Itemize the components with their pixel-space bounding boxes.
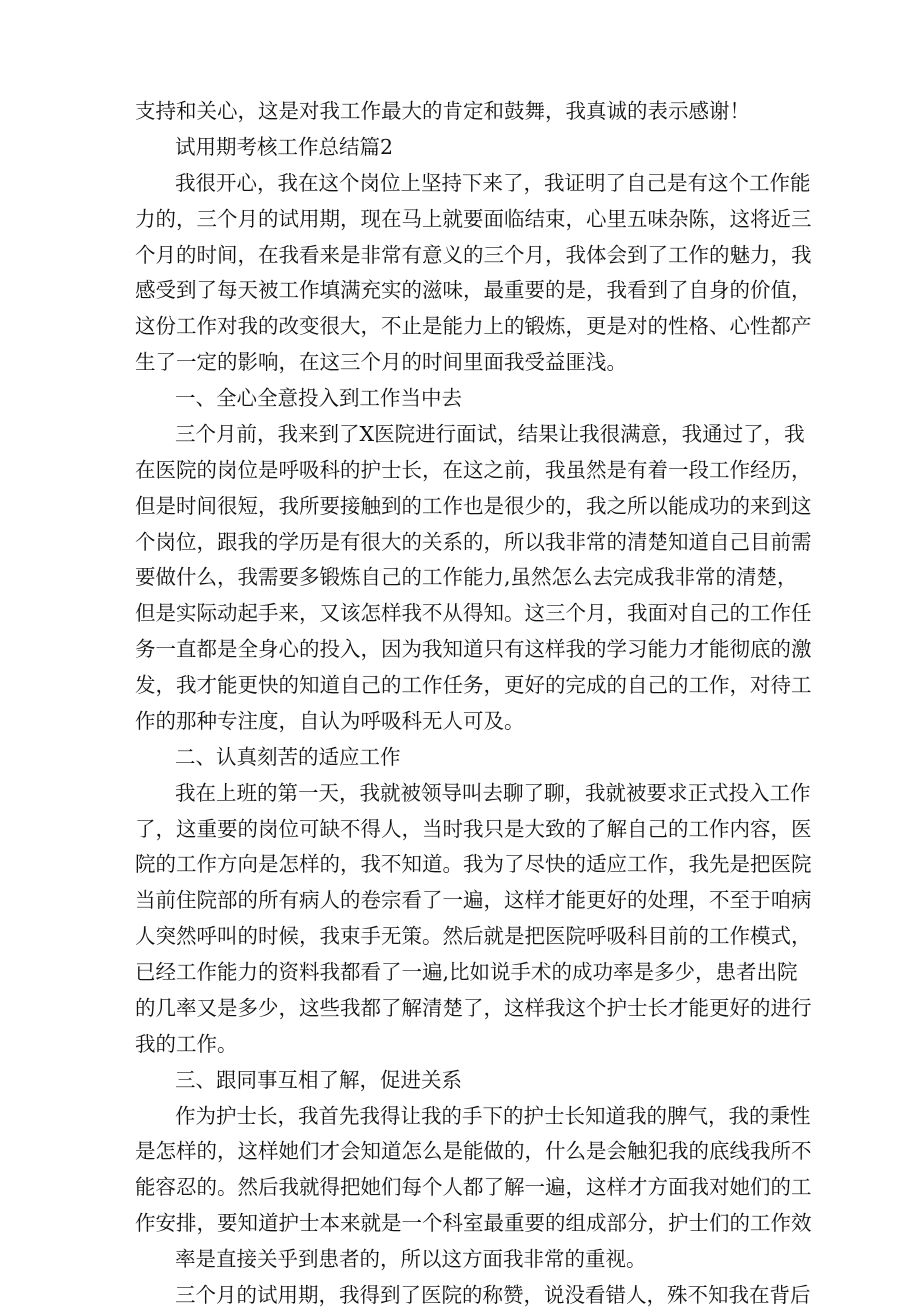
- section-heading: 二、认真刻苦的适应工作: [175, 745, 401, 769]
- section-heading: 三、跟同事互相了解，促进关系: [175, 1068, 462, 1092]
- text-line: 我很开心，我在这个岗位上坚持下来了，我证明了自己是有这个工作能: [175, 171, 811, 195]
- text-line: 人突然呼叫的时候，我束手无策。然后就是把医院呼吸科目前的工作模式，: [135, 924, 812, 948]
- text-line: 要做什么，我需要多锻炼自己的工作能力,虽然怎么去完成我非常的清楚，: [135, 565, 798, 589]
- text-line: 个月的时间，在我看来是非常有意义的三个月，我体会到了工作的魅力，我: [135, 243, 812, 267]
- text-line: 院的工作方向是怎样的，我不知道。我为了尽快的适应工作，我先是把医院: [135, 852, 812, 876]
- text-line: 作的那种专注度，自认为呼吸科无人可及。: [135, 709, 525, 733]
- text-line: 支持和关心，这是对我工作最大的肯定和鼓舞，我真诚的表示感谢！: [135, 99, 750, 123]
- text-line: 发，我才能更快的知道自己的工作任务，更好的完成的自己的工作，对待工: [135, 673, 812, 697]
- text-line: 当前住院部的所有病人的卷宗看了一遍，这样才能更好的处理，不至于咱病: [135, 888, 812, 912]
- text-line: 三个月的试用期，我得到了医院的称赞，说没看错人，殊不知我在背后: [175, 1283, 811, 1307]
- text-line: 在医院的岗位是呼吸科的护士长，在这之前，我虽然是有着一段工作经历，: [135, 458, 812, 482]
- text-line: 但是时间很短，我所要接触到的工作也是很少的，我之所以能成功的来到这: [135, 494, 812, 518]
- text-line: 个岗位，跟我的学历是有很大的关系的，所以我非常的清楚知道自己目前需: [135, 530, 812, 554]
- text-line: 我在上班的第一天，我就被领导叫去聊了聊，我就被要求正式投入工作: [175, 781, 811, 805]
- text-line: 是怎样的，这样她们才会知道怎么是能做的，什么是会触犯我的底线我所不: [135, 1139, 812, 1163]
- text-line: 能容忍的。然后我就得把她们每个人都了解一遍，这样才方面我对她们的工: [135, 1175, 812, 1199]
- text-line: 三个月前，我来到了X医院进行面试，结果让我很满意，我通过了，我: [175, 422, 805, 446]
- section-heading: 一、全心全意投入到工作当中去: [175, 386, 462, 410]
- text-line: 这份工作对我的改变很大，不止是能力上的锻炼，更是对的性格、心性都产: [135, 314, 812, 338]
- text-line: 了，这重要的岗位可缺不得人，当时我只是大致的了解自己的工作内容，医: [135, 817, 812, 841]
- text-line: 力的，三个月的试用期，现在马上就要面临结束，心里五味杂陈，这将近三: [135, 207, 812, 231]
- text-line: 已经工作能力的资料我都看了一遍,比如说手术的成功率是多少，患者出院: [135, 960, 798, 984]
- text-line: 生了一定的影响，在这三个月的时间里面我受益匪浅。: [135, 350, 627, 374]
- text-line: 作为护士长，我首先我得让我的手下的护士长知道我的脾气，我的秉性: [175, 1104, 811, 1128]
- text-line: 务一直都是全身心的投入，因为我知道只有这样我的学习能力才能彻底的激: [135, 637, 812, 661]
- text-line: 的几率又是多少，这些我都了解清楚了，这样我这个护士长才能更好的进行: [135, 996, 812, 1020]
- text-line: 我的工作。: [135, 1032, 238, 1056]
- text-line: 作安排，要知道护士本来就是一个科室最重要的组成部分，护士们的工作效: [135, 1211, 812, 1235]
- text-line: 率是直接关乎到患者的，所以这方面我非常的重视。: [175, 1247, 647, 1271]
- text-line: 但是实际动起手来，又该怎样我不从得知。这三个月，我面对自己的工作任: [135, 601, 812, 625]
- text-line: 感受到了每天被工作填满充实的滋味，最重要的是，我看到了自身的价值，: [135, 278, 812, 302]
- section-title: 试用期考核工作总结篇2: [175, 135, 394, 159]
